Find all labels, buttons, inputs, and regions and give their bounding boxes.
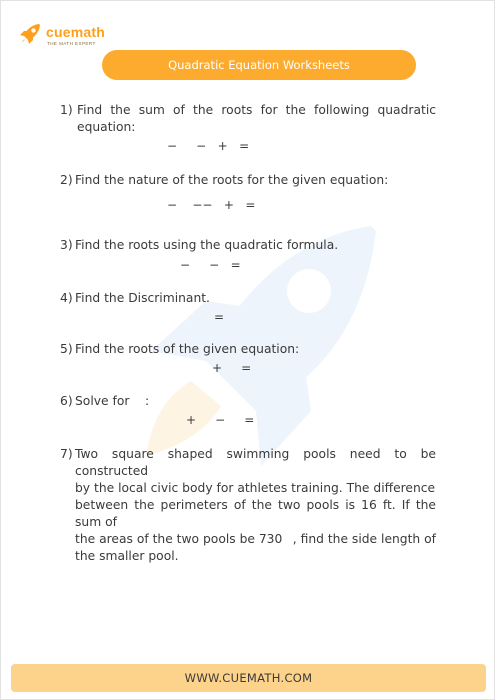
question-text: Find the roots of the given equation: bbox=[75, 342, 300, 356]
question-text-line: between the perimeters of the two pools is 16 ft. If the sum of bbox=[75, 498, 436, 529]
equation-2: − −− + = bbox=[167, 198, 256, 212]
question-text-line bbox=[75, 531, 436, 548]
question-4 bbox=[60, 290, 436, 307]
question-number: 2) bbox=[60, 173, 73, 187]
question-text bbox=[60, 446, 436, 565]
equation-3: − − = bbox=[180, 258, 241, 272]
question-text-part: , find the side length of bbox=[292, 532, 436, 546]
question-text-line: the smaller pool. bbox=[75, 549, 179, 563]
footer-url[interactable]: WWW.CUEMATH.COM bbox=[184, 671, 313, 685]
question-text: Solve for bbox=[75, 394, 130, 408]
equation-4: = bbox=[214, 310, 225, 324]
question-text: Find the nature of the roots for the given equation: bbox=[75, 173, 389, 187]
question-text: Find the roots using the quadratic formula. bbox=[75, 238, 339, 252]
equation-1: − − + = bbox=[167, 139, 250, 153]
rocket-icon bbox=[17, 21, 43, 47]
question-number: 5) bbox=[60, 342, 73, 356]
brand-name: cuemath bbox=[46, 24, 105, 40]
question-number: 1) bbox=[60, 103, 73, 117]
cuemath-logo bbox=[17, 21, 127, 49]
worksheet-title: Quadratic Equation Worksheets bbox=[102, 50, 416, 80]
question-text-line: by the local civic body for athletes training. The difference bbox=[75, 481, 436, 495]
question-3 bbox=[60, 237, 436, 254]
question-5 bbox=[60, 341, 436, 358]
question-6 bbox=[60, 393, 436, 410]
question-2 bbox=[60, 172, 436, 189]
question-number: 4) bbox=[60, 291, 73, 305]
question-text-line bbox=[60, 393, 436, 410]
question-number: 6) bbox=[60, 394, 73, 408]
equation-6: + − = bbox=[186, 413, 255, 427]
brand-tagline: THE MATH EXPERT bbox=[47, 41, 96, 46]
equation-5: + = bbox=[212, 361, 252, 375]
question-text: Find the sum of the roots for the following quadratic equation: bbox=[77, 103, 436, 134]
question-1 bbox=[60, 102, 436, 136]
question-text-part: the areas of the two pools be 730 bbox=[75, 532, 283, 546]
question-text-suffix: : bbox=[145, 394, 150, 408]
question-7 bbox=[60, 446, 436, 565]
question-number: 3) bbox=[60, 238, 73, 252]
question-number: 7) bbox=[60, 447, 73, 461]
question-text-line: Two square shaped swimming pools need to be constructed bbox=[75, 447, 436, 478]
question-text: Find the Discriminant. bbox=[75, 291, 210, 305]
footer-bar bbox=[11, 664, 486, 692]
